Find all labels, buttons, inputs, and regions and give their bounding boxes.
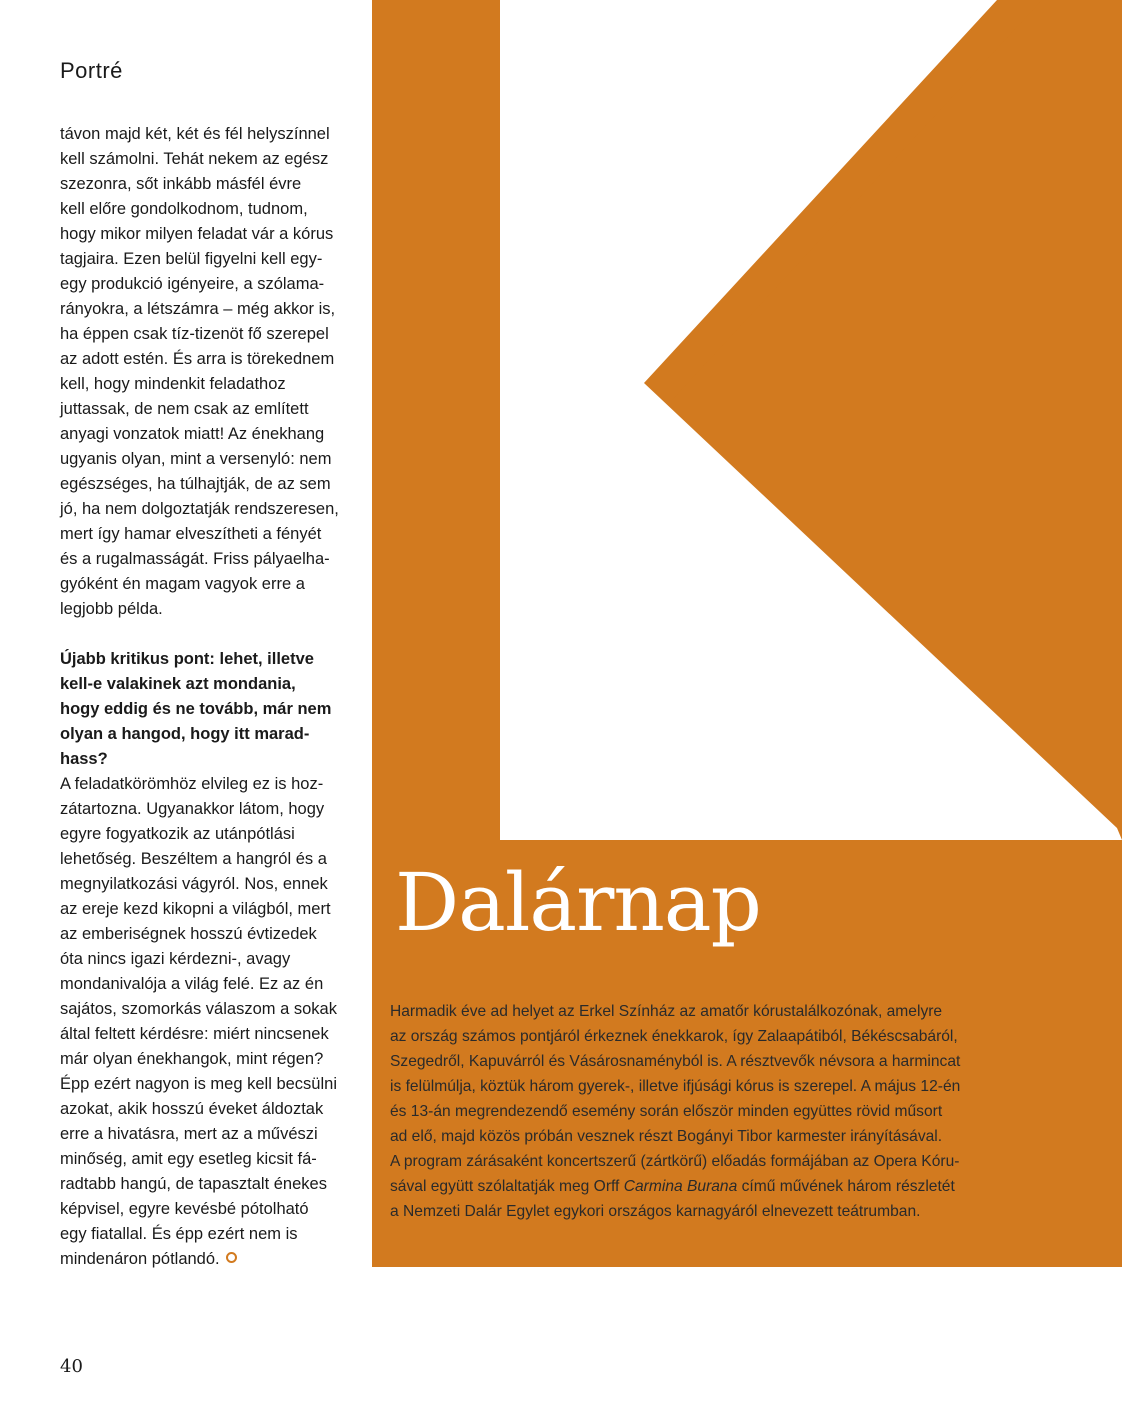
text-line: egyre fogyatkozik az utánpótlási	[60, 825, 295, 843]
text-line: kell előre gondolkodnom, tudnom,	[60, 200, 308, 218]
work-title: Carmina Burana	[623, 1178, 738, 1195]
text-line: gyóként én magam vagyok erre a	[60, 575, 305, 593]
feature-body	[390, 999, 980, 1224]
text-line: radtabb hangú, de tapasztalt énekes	[60, 1175, 327, 1193]
text-line: kell számolni. Tehát nekem az egész	[60, 150, 329, 168]
text-line: az ereje kezd kikopni a világból, mert	[60, 900, 331, 918]
question-line: olyan a hangod, hogy itt marad-	[60, 725, 310, 743]
text-line: távon majd két, két és fél helyszínnel	[60, 125, 330, 143]
interview-column	[60, 122, 360, 1272]
text-line: egészséges, ha túlhajtják, de az sem	[60, 475, 331, 493]
text-line: az adott estén. És arra is törekednem	[60, 350, 335, 368]
feature-line: Harmadik éve ad helyet az Erkel Színház az amatőr kórustalálkozónak, amelyre	[390, 1003, 943, 1020]
page-number: 40	[60, 1356, 83, 1377]
text-line: rányokra, a létszámra – még akkor is,	[60, 300, 336, 318]
text-line: erre a hivatásra, mert az a művészi	[60, 1125, 318, 1143]
text-line: sajátos, szomorkás válaszom a sokak	[60, 1000, 337, 1018]
text-line: szezonra, sőt inkább másfél évre	[60, 175, 302, 193]
text-line: azokat, akik hosszú éveket áldoztak	[60, 1100, 324, 1118]
feature-line-text: című művének három részletét	[737, 1178, 955, 1195]
text-line: egy produkció igényeire, a szólama-	[60, 275, 325, 293]
text-line: anyagi vonzatok miatt! Az énekhang	[60, 425, 325, 443]
text-line: zátartozna. Ugyanakkor látom, hogy	[60, 800, 325, 818]
question-line: kell-e valakinek azt mondania,	[60, 675, 296, 693]
question-line: Újabb kritikus pont: lehet, illetve	[60, 650, 314, 668]
text-line: ugyanis olyan, mint a versenyló: nem	[60, 450, 332, 468]
question-line: hass?	[60, 750, 108, 768]
question-line: hogy eddig és ne tovább, már nem	[60, 700, 332, 718]
feature-line: az ország számos pontjáról érkeznek énekkarok, így Zalaapátiból, Békéscsabáról,	[390, 1028, 958, 1045]
text-line: legjobb példa.	[60, 600, 163, 618]
text-line: és a rugalmasságát. Friss pályaelha-	[60, 550, 330, 568]
text-line: az emberiségnek hosszú évtizedek	[60, 925, 317, 943]
feature-line: a Nemzeti Dalár Egylet egykori országos karnagyáról elnevezett teátrumban.	[390, 1203, 921, 1220]
text-line: minőség, amit egy esetleg kicsit fá-	[60, 1150, 317, 1168]
text-line: már olyan énekhangok, mint régen?	[60, 1050, 324, 1068]
feature-text-lines	[390, 999, 980, 1174]
text-line: jó, ha nem dolgoztatják rendszeresen,	[60, 500, 339, 518]
feature-line: A program zárásaként koncertszerű (zártkörű) előadás formájában az Opera Kóru-	[390, 1153, 960, 1170]
text-line: óta nincs igazi kérdezni-, avagy	[60, 950, 291, 968]
text-line: képvisel, egyre kevésbé pótolható	[60, 1200, 309, 1218]
text-line: A feladatkörömhöz elvileg ez is hoz-	[60, 775, 324, 793]
text-line: által feltett kérdésre: miért nincsenek	[60, 1025, 329, 1043]
text-line: hogy mikor milyen feladat vár a kórus	[60, 225, 334, 243]
feature-line: is felülmúlja, köztük három gyerek-, illetve ifjúsági kórus is szerepel. A május 12-én	[390, 1078, 961, 1095]
feature-line-text: sával együtt szólaltatják meg Orff	[390, 1178, 624, 1195]
text-line: ha éppen csak tíz-tizenöt fő szerepel	[60, 325, 329, 343]
text-line: tagjaira. Ezen belül figyelni kell egy-	[60, 250, 323, 268]
text-line: mert így hamar elveszítheti a fényét	[60, 525, 322, 543]
text-line: mindenáron pótlandó.	[60, 1247, 360, 1272]
text-line: Épp ezért nagyon is meg kell becsülni	[60, 1075, 337, 1093]
text-line: kell, hogy mindenkit feladathoz	[60, 375, 286, 393]
end-mark-icon	[226, 1252, 237, 1263]
text-line: juttassak, de nem csak az említett	[60, 400, 309, 418]
paragraph-gap	[60, 622, 360, 647]
feature-line: Szegedről, Kapuvárról és Vásárosnaményból is. A résztvevők névsora a harmincat	[390, 1053, 961, 1070]
feature-line: és 13-án megrendezendő esemény során először minden együttes rövid műsort	[390, 1103, 943, 1120]
text-line: lehetőség. Beszéltem a hangról és a	[60, 850, 327, 868]
feature-title: Dalárnap	[395, 856, 761, 949]
answer-paragraph-1	[60, 122, 360, 622]
section-label: Portré	[60, 58, 123, 83]
interview-question	[60, 647, 360, 772]
text-line: megnyilatkozási vágyról. Nos, ennek	[60, 875, 328, 893]
feature-line	[390, 1174, 980, 1199]
text-line: mondanivalója a világ felé. Ez az én	[60, 975, 324, 993]
text-line: egy fiatallal. És épp ezért nem is	[60, 1225, 298, 1243]
feature-line: ad elő, majd közös próbán vesznek részt Bogányi Tibor karmester irányításával.	[390, 1128, 943, 1145]
answer-paragraph-2	[60, 772, 360, 1272]
